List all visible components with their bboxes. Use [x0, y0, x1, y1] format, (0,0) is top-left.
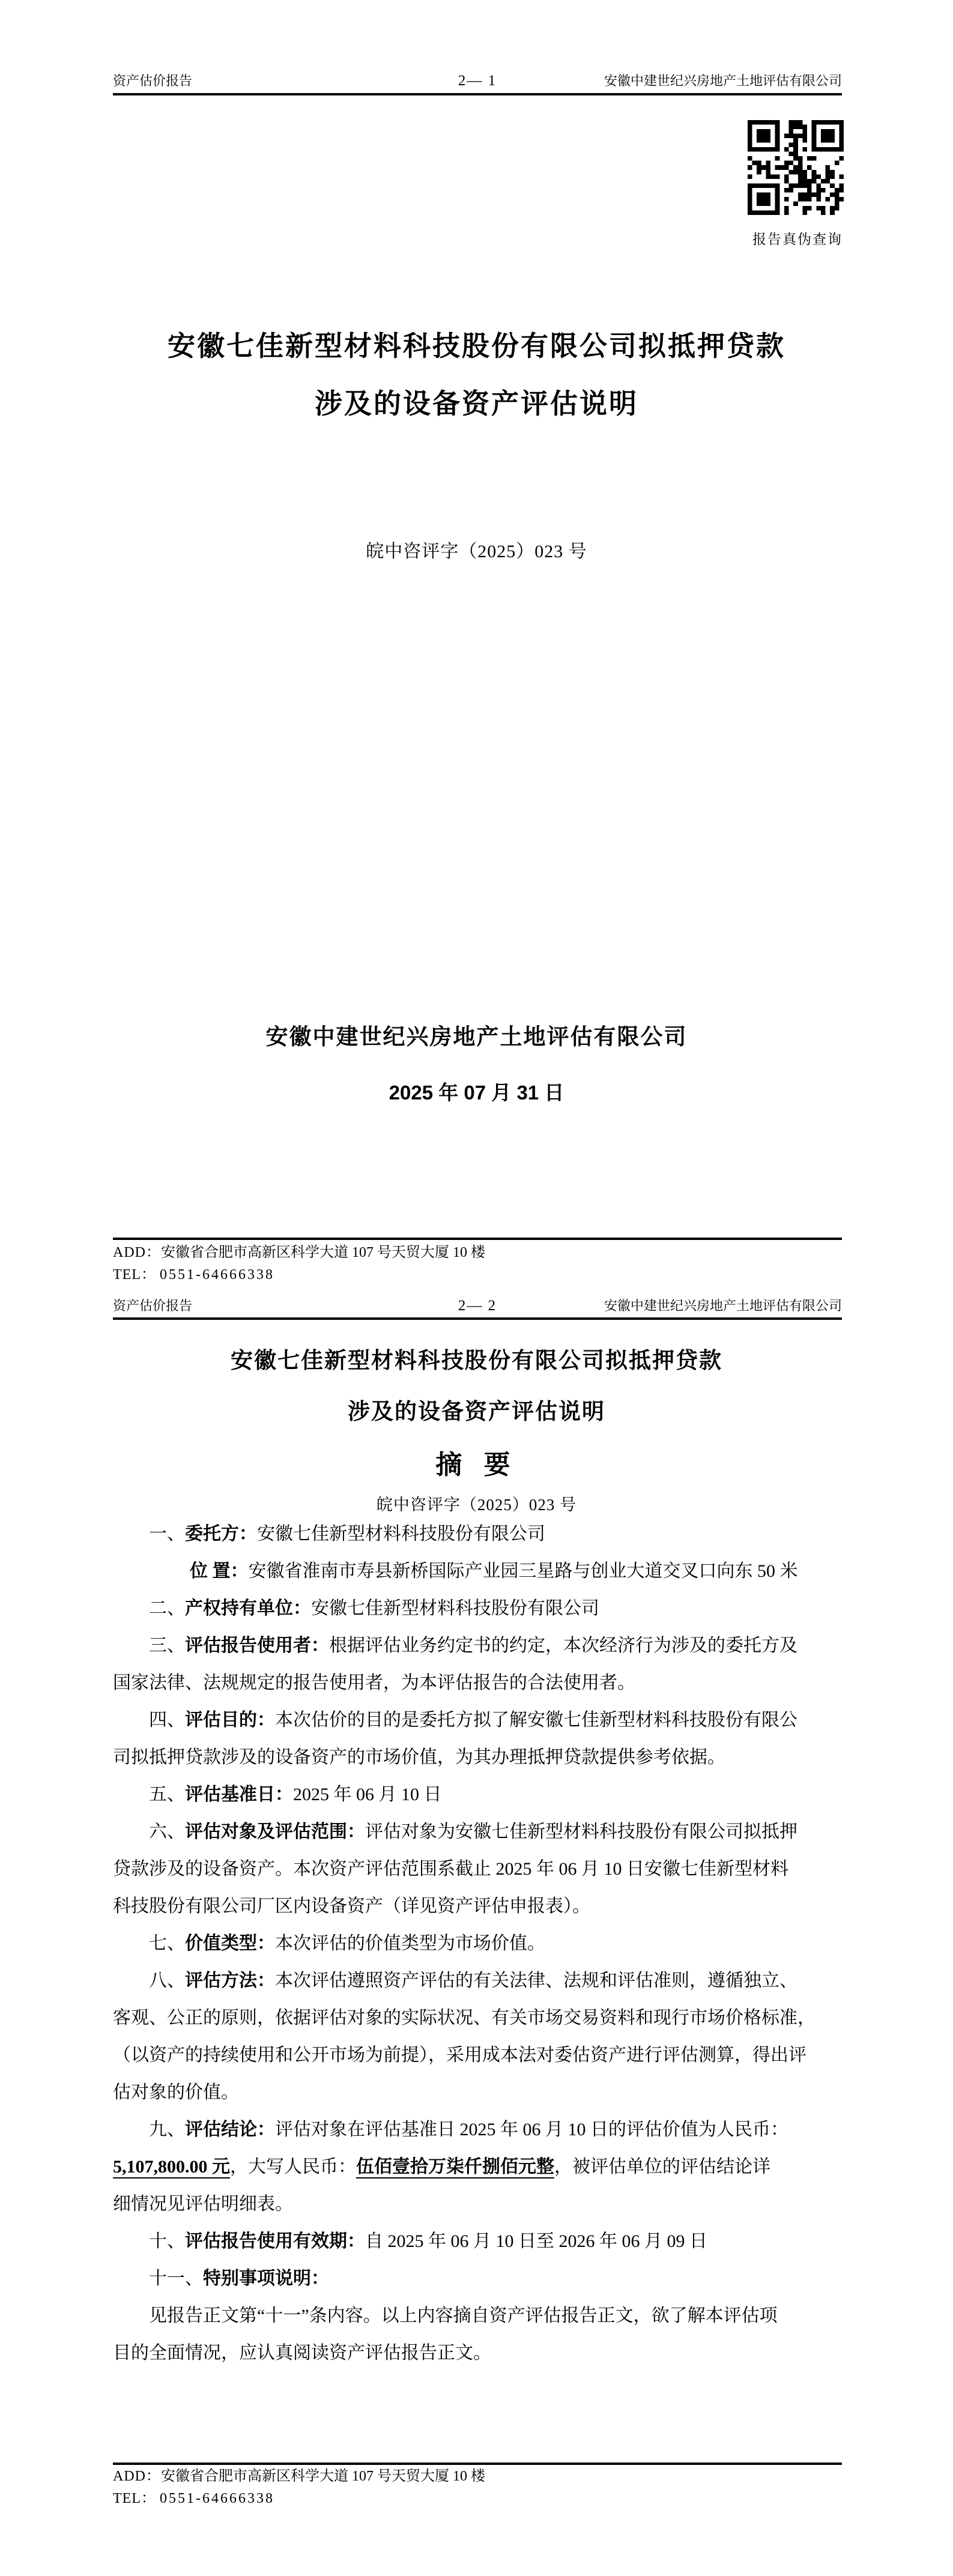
- page2-add-value: 安徽省合肥市高新区科学大道 107 号天贸大厦 10 楼: [161, 2469, 485, 2484]
- page1-tel-value: 0551-64666338: [160, 1267, 274, 1283]
- page2-title-line1: 安徽七佳新型材料科技股份有限公司拟抵押贷款: [231, 1348, 722, 1373]
- body-line: 一、委托方：安徽七佳新型材料科技股份有限公司: [149, 1524, 545, 1544]
- body-line: 国家法律、法规规定的报告使用者，为本评估报告的合法使用者。: [113, 1673, 635, 1693]
- page2-header-left: 资产估价报告: [113, 1298, 193, 1313]
- page2-header-right: 安徽中建世纪兴房地产土地评估有限公司: [604, 1298, 842, 1313]
- page2-add-label: ADD：: [113, 2469, 161, 2484]
- qr-code: [748, 120, 844, 215]
- page2-footer-rule: [113, 2463, 842, 2465]
- page1-page-number: 2— 1: [458, 73, 497, 89]
- page1-doc-number: 皖中咨评字（2025）023 号: [366, 542, 587, 561]
- body-line: 四、评估目的：本次估价的目的是委托方拟了解安徽七佳新型材料科技股份有限公: [149, 1710, 797, 1730]
- page1-report-date: 2025 年 07 月 31 日: [389, 1081, 564, 1104]
- page2-title-line2: 涉及的设备资产评估说明: [348, 1399, 605, 1424]
- page1-footer-rule: [113, 1238, 842, 1240]
- page1-tel-label: TEL：: [113, 1267, 156, 1283]
- page1-add-value: 安徽省合肥市高新区科学大道 107 号天贸大厦 10 楼: [161, 1245, 485, 1260]
- page2-header: [113, 1298, 842, 1314]
- body-line: 三、评估报告使用者：根据评估业务约定书的约定，本次经济行为涉及的委托方及: [149, 1636, 797, 1655]
- body-line: 八、评估方法：本次评估遵照资产评估的有关法律、法规和评估准则，遵循独立、: [149, 1971, 797, 1991]
- body-line: 司拟抵押贷款涉及的设备资产的市场价值，为其办理抵押贷款提供参考依据。: [113, 1747, 725, 1767]
- page1-title-line2: 涉及的设备资产评估说明: [315, 388, 638, 419]
- page1-header-left: 资产估价报告: [113, 73, 193, 88]
- body-line: 科技股份有限公司厂区内设备资产（详见资产评估申报表）。: [113, 1896, 590, 1916]
- body-line: 二、产权持有单位：安徽七佳新型材料科技股份有限公司: [149, 1598, 599, 1618]
- page1-evaluator-company: 安徽中建世纪兴房地产土地评估有限公司: [265, 1024, 688, 1049]
- page1-header: [113, 73, 842, 89]
- page2-tel-label: TEL：: [113, 2491, 156, 2506]
- page1-header-rule: [113, 93, 842, 95]
- page2-doc-number: 皖中咨评字（2025）023 号: [376, 1496, 577, 1514]
- body-line: 目的全面情况，应认真阅读资产评估报告正文。: [113, 2343, 491, 2363]
- body-line: 十、评估报告使用有效期：自 2025 年 06 月 10 日至 2026 年 06 月 09 日: [149, 2231, 707, 2251]
- page1-header-right: 安徽中建世纪兴房地产土地评估有限公司: [604, 73, 842, 88]
- page2-tel-value: 0551-64666338: [160, 2491, 274, 2506]
- body-line: 估对象的价值。: [113, 2082, 239, 2102]
- body-line: （以资产的持续使用和公开市场为前提），采用成本法对委估资产进行评估测算，得出评: [113, 2045, 806, 2065]
- page2-page-number: 2— 2: [458, 1298, 497, 1314]
- body-line: 九、评估结论：评估对象在评估基准日 2025 年 06 月 10 日的评估价值为人民币：: [149, 2120, 788, 2139]
- page2-header-rule: [113, 1317, 842, 1320]
- body-line: 见报告正文第“十一”条内容。以上内容摘自资产评估报告正文，欲了解本评估项: [149, 2306, 778, 2326]
- page1-title-line1: 安徽七佳新型材料科技股份有限公司拟抵押贷款: [168, 330, 785, 361]
- body-line: 位 置：安徽省淮南市寿县新桥国际产业园三星路与创业大道交叉口向东 50 米: [190, 1561, 798, 1581]
- body-line: 5,107,800.00 元，大写人民币：伍佰壹拾万柒仟捌佰元整，被评估单位的评估结论详: [113, 2148, 876, 2186]
- page1-add-label: ADD：: [113, 1245, 161, 1260]
- body-line: 七、价值类型：本次评估的价值类型为市场价值。: [149, 1934, 545, 1953]
- body-line: 五、评估基准日：2025 年 06 月 10 日: [149, 1785, 442, 1804]
- page1-footer-address: [113, 1243, 870, 1262]
- summary-body: [113, 1516, 876, 2372]
- body-line: 细情况见评估明细表。: [113, 2194, 293, 2214]
- page1-footer-tel: [113, 1265, 870, 1284]
- qr-caption: 报告真伪查询: [752, 232, 843, 247]
- page2-footer-tel: [113, 2489, 870, 2508]
- body-line: 六、评估对象及评估范围：评估对象为安徽七佳新型材料科技股份有限公司拟抵押: [149, 1822, 797, 1842]
- summary-heading: 摘 要: [435, 1450, 518, 1480]
- page2-footer-address: [113, 2467, 870, 2486]
- body-line: 客观、公正的原则，依据评估对象的实际状况、有关市场交易资料和现行市场价格标准，: [113, 2008, 815, 2028]
- body-line: 十一、特别事项说明：: [149, 2269, 329, 2288]
- body-line: 贷款涉及的设备资产。本次资产评估范围系截止 2025 年 06 月 10 日安徽七佳新型材料: [113, 1859, 788, 1879]
